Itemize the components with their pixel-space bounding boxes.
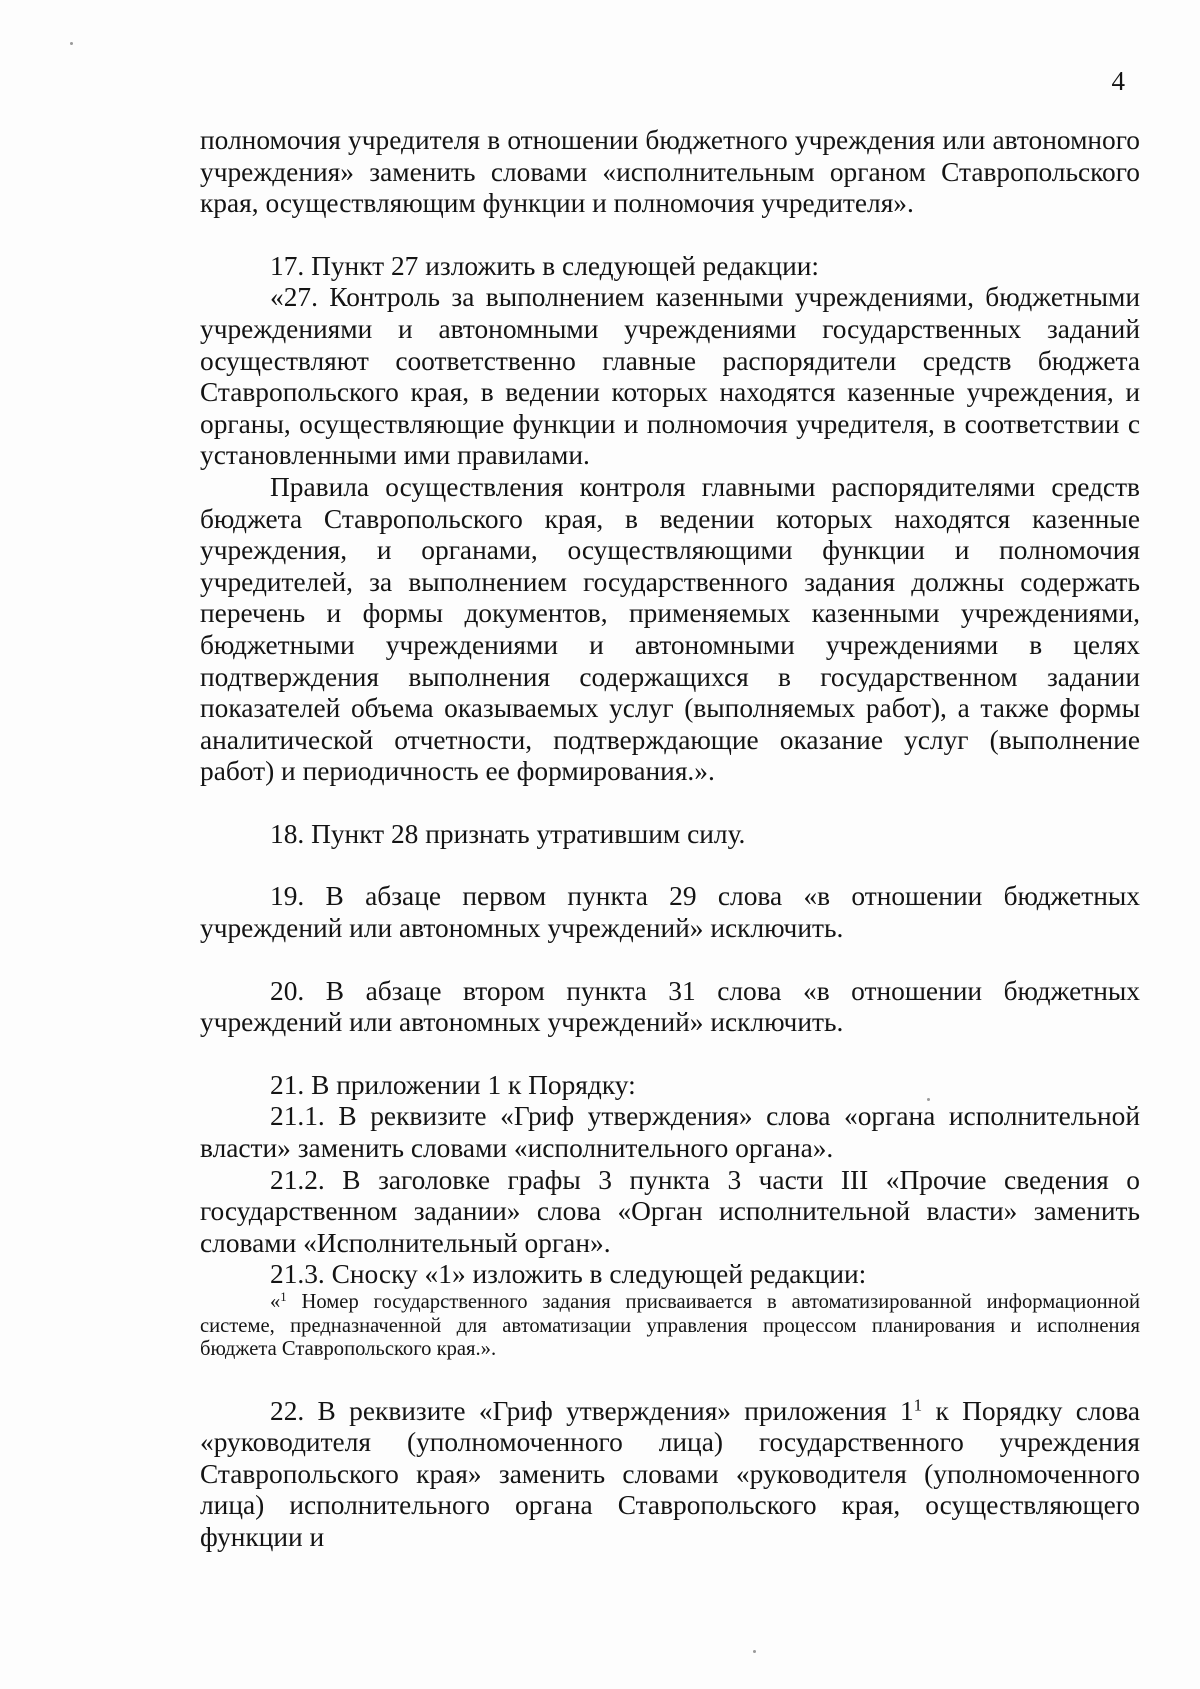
- paragraph-21-2: 21.2. В заголовке графы 3 пункта 3 части III «Прочие сведения о государственном задании» слова «Орган исполнительной власти» заменить словами «Исполнительный орган».: [200, 1164, 1140, 1258]
- paragraph-21: 21. В приложении 1 к Порядку:: [270, 1069, 636, 1100]
- paragraph-22-part2: к Порядку слова «руководителя (уполномоченного лица) государственного учреждения Ставропольского края» заменить словами «руководителя (уполномоченного лица) исполнительного органа Ставропольского края, осуществляющего функции и: [200, 1395, 1140, 1552]
- scan-speck: [753, 1650, 756, 1653]
- paragraph-22: [200, 1396, 1140, 1554]
- footnote-body: Номер государственного задания присваивается в автоматизированной информационной системе, предназначенной для автоматизации управления процессом планирования и исполнения бюджета Ставропольского края.».: [200, 1291, 1140, 1360]
- paragraph-21-3: 21.3. Сноску «1» изложить в следующей редакции:: [270, 1259, 867, 1290]
- paragraph-19: 19. В абзаце первом пункта 29 слова «в отношении бюджетных учреждений или автономных учреждений» исключить.: [200, 881, 1140, 944]
- paragraph-22-superscript: 1: [913, 1395, 923, 1415]
- paragraph-22-part1: 22. В реквизите «Гриф утверждения» приложения 1: [270, 1395, 914, 1426]
- paragraph-16-continuation: полномочия учредителя в отношении бюджетного учреждения или автономного учреждения» заменить словами «исполнительным органом Ставропольского края, осуществляющим функции и полномочия учредителя».: [200, 125, 1140, 219]
- footnote-text: [200, 1291, 1140, 1362]
- scan-speck: [927, 1098, 930, 1101]
- footnote-open-quote: «: [270, 1291, 281, 1313]
- page-number: 4: [1111, 66, 1125, 96]
- footnote-mark: 1: [280, 1289, 287, 1304]
- paragraph-27-new-text: «27. Контроль за выполнением казенными учреждениями, бюджетными учреждениями и автономными учреждениями государственных заданий осуществляют соответственно главные распорядители средств бюджета Ставропольского края, в ведении которых находятся казенные учреждения, и органы, осуществляющие функции и полномочия учредителя, в соответствии с установленными ими правилами.: [200, 282, 1140, 471]
- paragraph-17: 17. Пункт 27 изложить в следующей редакции:: [270, 250, 820, 281]
- paragraph-21-1: 21.1. В реквизите «Гриф утверждения» слова «органа исполнительной власти» заменить словами «исполнительного органа».: [200, 1101, 1140, 1164]
- scan-speck: [70, 42, 73, 45]
- paragraph-27-rules: Правила осуществления контроля главными распорядителями средств бюджета Ставропольского края, в ведении которых находятся казенные учреждения, и органами, осуществляющими функции и полномочия учредителей, за выполнением государственного задания должны содержать перечень и формы документов, применяемых казенными учреждениями, бюджетными учреждениями и автономными учреждениями в целях подтверждения выполнения содержащихся в государственном задании показателей объема оказываемых услуг (выполняемых работ), а также формы аналитической отчетности, подтверждающие оказание услуг (выполнение работ) и периодичность ее формирования.».: [200, 471, 1140, 787]
- document-body: [200, 125, 1140, 1553]
- paragraph-20: 20. В абзаце втором пункта 31 слова «в отношении бюджетных учреждений или автономных учреждений» исключить.: [200, 975, 1140, 1038]
- paragraph-18: 18. Пункт 28 признать утратившим силу.: [270, 818, 746, 849]
